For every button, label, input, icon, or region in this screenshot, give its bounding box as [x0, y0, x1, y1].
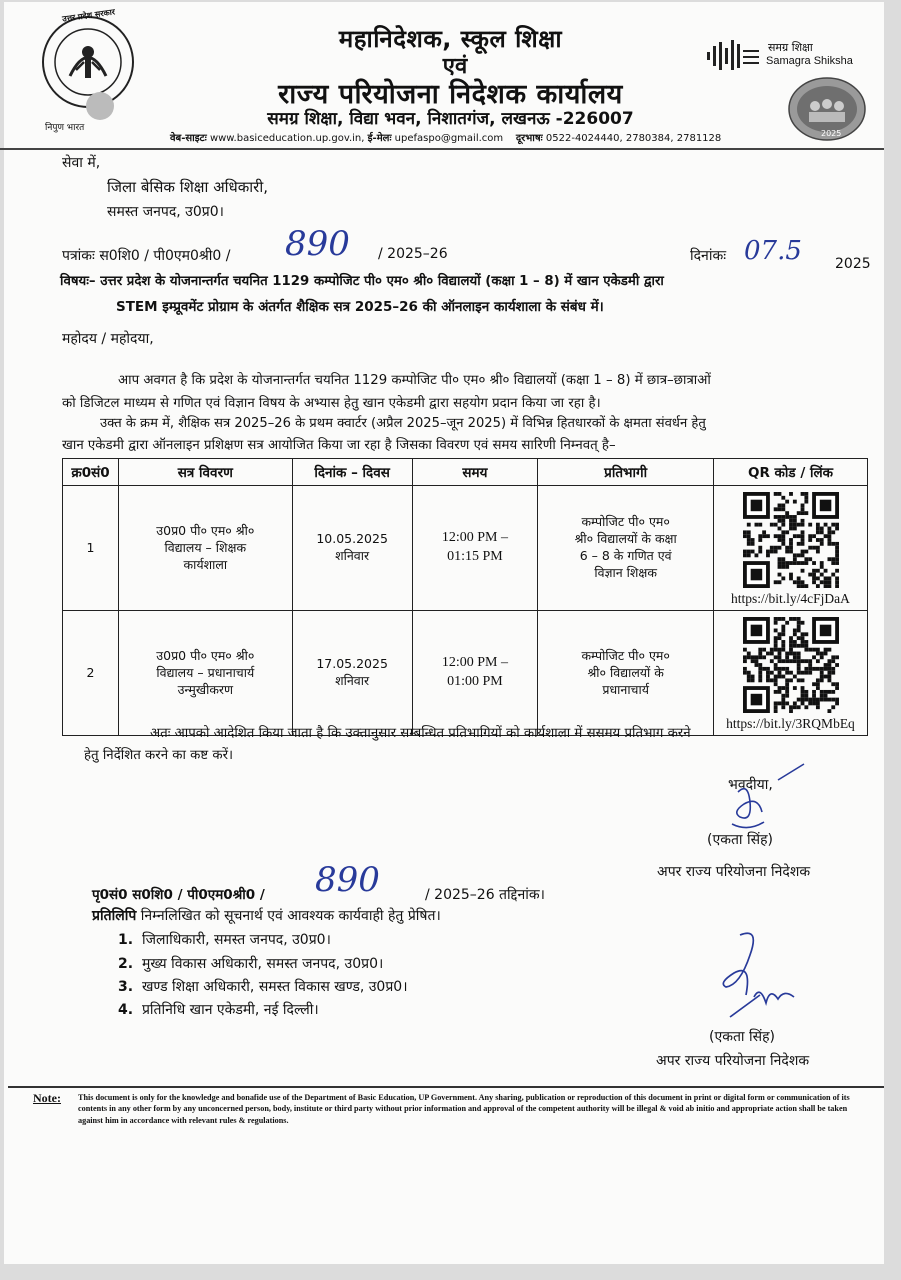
- schedule-table: [62, 458, 868, 736]
- copy-intro: [92, 906, 441, 925]
- list-num: 1.: [118, 932, 134, 948]
- participant-line: 6 – 8 के गणित एवं: [579, 548, 672, 564]
- participant-line: कम्पोजिट पी० एम०: [581, 648, 670, 664]
- closing-phrase: भवदीया,: [728, 777, 773, 793]
- session-line: उन्मुखीकरण: [177, 681, 234, 697]
- cell-date-day: [292, 611, 412, 736]
- list-text: जिलाधिकारी, समस्त जनपद, उ0प्र0।: [141, 932, 331, 948]
- copy-intro-text: निम्नलिखित को सूचनार्थ एवं आवश्यक कार्यवाही हेतु प्रेषित।: [140, 908, 441, 924]
- table-header-row: [63, 459, 868, 486]
- list-num: 2.: [118, 956, 134, 972]
- signatory-name: (एकता सिंह): [707, 832, 773, 848]
- samagra-english-label: Samagra Shiksha: [766, 55, 853, 67]
- ref-year: / 2025–26: [378, 246, 448, 262]
- session-line: उ0प्र0 पी० एम० श्री०: [156, 522, 255, 538]
- participant-line: कम्पोजिट पी० एम०: [581, 514, 670, 530]
- signature-handwritten: [700, 925, 810, 1035]
- salutation-to: सेवा में,: [62, 155, 101, 171]
- cell-session: [118, 486, 292, 611]
- para1-line2: को डिजिटल माध्यम से गणित एवं विज्ञान विषय के अभ्यास हेतु खान एकेडमी द्वारा सहयोग प्रदान किया जा रहा है।: [62, 396, 601, 411]
- signatory-name: (एकता सिंह): [709, 1029, 775, 1045]
- website-label: वेब-साइटः: [170, 133, 207, 144]
- table-row: [63, 486, 868, 611]
- emblem-arc-text: उत्तर प्रदेश सरकार: [61, 7, 116, 24]
- session-date: 17.05.2025: [316, 656, 388, 672]
- participant-line: श्री० विद्यालयों के कक्षा: [574, 531, 677, 547]
- header-title-line3: राज्य परियोजना निदेशक कार्यालय: [278, 79, 623, 110]
- list-num: 3.: [118, 979, 134, 995]
- cell-time: [412, 611, 538, 736]
- session-link[interactable]: https://bit.ly/3RQMbEq: [726, 716, 855, 732]
- subject-line2: STEM इम्प्रूवमेंट प्रोग्राम के अंतर्गत शैक्षिक सत्र 2025–26 की ऑनलाइन कार्यशाला के संबंध में।: [116, 299, 604, 315]
- copy-ref-suffix: / 2025–26 तद्दिनांक।: [425, 887, 545, 903]
- para3-line2: हेतु निर्देशित करने का कष्ट करें।: [84, 748, 234, 763]
- participant-line: श्री० विद्यालयों के: [587, 664, 664, 680]
- date-year: 2025: [835, 256, 871, 272]
- header-session: सत्र विवरण: [118, 459, 292, 486]
- signatory-designation: अपर राज्य परियोजना निदेशक: [657, 864, 811, 880]
- header-qr-link: QR कोड / लिंक: [714, 459, 868, 486]
- session-line: विद्यालय – शिक्षक: [164, 539, 247, 555]
- qr-code-icon[interactable]: [743, 617, 839, 713]
- header-sno: क्र0सं0: [63, 459, 119, 486]
- header-address: समग्र शिक्षा, विद्या भवन, निशातगंज, लखनऊ -226007: [267, 109, 634, 129]
- date-label: दिनांकः: [690, 248, 727, 264]
- cell-participants: [538, 486, 714, 611]
- subject-line1: [60, 271, 664, 289]
- header-participants: प्रतिभागी: [538, 459, 714, 486]
- time-start: 12:00 PM –: [441, 530, 508, 546]
- subject-text1: उत्तर प्रदेश के योजनान्तर्गत चयनित 1129 कम्पोजिट पी० एम० श्री० विद्यालयों (कक्षा 1 – 8) में खान एकेडमी द्वारा: [100, 274, 664, 289]
- phone-numbers: 0522-4024440, 2780384, 2781128: [545, 133, 722, 144]
- subject-label: विषयः–: [60, 274, 96, 289]
- copy-intro-bold: प्रतिलिपि: [92, 908, 137, 924]
- list-item: [118, 954, 383, 973]
- para1-line1: आप अवगत है कि प्रदेश के योजनान्तर्गत चयनित 1129 कम्पोजिट पी० एम० श्री० विद्यालयों (कक्षा 1 – 8) में छात्र–छात्राओं: [118, 373, 711, 388]
- participant-line: प्रधानाचार्य: [602, 681, 649, 697]
- copy-ref-number-handwritten: 890: [315, 860, 380, 900]
- para2-line1: उक्त के क्रम में, शैक्षिक सत्र 2025–26 के प्रथम क्वार्टर (अप्रैल 2025–जून 2025) में विभिन्न हितधारकों के क्षमता संवर्धन हेतु: [100, 416, 706, 431]
- signatory-designation: अपर राज्य परियोजना निदेशक: [656, 1053, 810, 1069]
- cell-sno: 1: [63, 486, 119, 611]
- list-text: मुख्य विकास अधिकारी, समस्त जनपद, उ0प्र0।: [141, 956, 384, 972]
- para3-line1: अतः आपको आदेशित किया जाता है कि उक्तानुसार सम्बन्धित प्रतिभागियों को कार्यशाला में ससमय प्रतिभाग करने: [150, 726, 691, 741]
- nipun-bharat-label: निपुण भारत: [45, 123, 85, 133]
- header-date-day: दिनांक – दिवस: [292, 459, 412, 486]
- footer-rule: [8, 1086, 884, 1088]
- header-title-line2: एवं: [442, 54, 468, 79]
- note-text: This document is only for the knowledge and bonafide use of the Department of Basic Education, UP Government. Any sharing, publication or reproduction of this document in print or digital form or communication of its contents in any other form by any unconcerned person, body, institute or third party without prior information and approval of the competent authority will be illegal & void ab initio and appropriate action shall be taken against him in accordance with relevant rules & regulations.: [78, 1093, 850, 1125]
- header-contact-line: [170, 130, 721, 144]
- date-handwritten: 07.5: [744, 236, 802, 266]
- cell-time: [412, 486, 538, 611]
- header-title-line1: महानिदेशक, स्कूल शिक्षा: [338, 25, 563, 53]
- session-line: उ0प्र0 पी० एम० श्री०: [156, 648, 255, 664]
- list-item: [118, 977, 408, 996]
- recipient-line1: जिला बेसिक शिक्षा अधिकारी,: [107, 178, 268, 196]
- recipient-line2: समस्त जनपद, उ0प्र0।: [107, 204, 224, 220]
- cell-participants: [538, 611, 714, 736]
- email-label: ई-मेलः: [367, 133, 392, 144]
- note-label: Note:: [33, 1091, 61, 1105]
- cell-sno: 2: [63, 611, 119, 736]
- session-link[interactable]: https://bit.ly/4cFjDaA: [731, 591, 850, 606]
- para2-line2: खान एकेडमी द्वारा ऑनलाइन प्रशिक्षण सत्र आयोजित किया जा रहा है जिसका विवरण एवं समय सारिणी निम्नवत् है–: [62, 438, 616, 453]
- time-end: 01:00 PM: [447, 674, 503, 690]
- time-end: 01:15 PM: [447, 549, 503, 565]
- session-line: विद्यालय – प्रधानाचार्य: [156, 664, 255, 680]
- samagra-shiksha-logo-icon: [705, 38, 763, 74]
- list-item: [118, 1000, 319, 1019]
- table-row: [63, 611, 868, 736]
- session-day: शनिवार: [335, 548, 370, 564]
- ref-label: पत्रांकः स0शि0 / पी0एम0श्री0 /: [62, 248, 231, 264]
- qr-code-icon[interactable]: [743, 492, 839, 588]
- list-text: प्रतिनिधि खान एकेडमी, नई दिल्ली।: [141, 1002, 319, 1018]
- header-rule: [0, 148, 884, 150]
- copy-ref-label: पृ0सं0 स0शि0 / पी0एम0श्री0 /: [92, 887, 265, 903]
- cell-session: [118, 611, 292, 736]
- list-text: खण्ड शिक्षा अधिकारी, समस्त विकास खण्ड, उ0प्र0।: [141, 979, 408, 995]
- participant-line: विज्ञान शिक्षक: [594, 564, 657, 580]
- cell-qr-link: [714, 611, 868, 736]
- session-day: शनिवार: [335, 673, 370, 689]
- website-link[interactable]: www.basiceducation.up.gov.in,: [209, 133, 365, 144]
- samagra-hindi-label: समग्र शिक्षा: [768, 41, 813, 54]
- ref-number-handwritten: 890: [285, 224, 350, 264]
- sticker-year: 2025: [821, 129, 842, 138]
- header-time: समय: [412, 459, 538, 486]
- list-num: 4.: [118, 1002, 134, 1018]
- cell-date-day: [292, 486, 412, 611]
- cell-qr-link: [714, 486, 868, 611]
- phone-label: दूरभाषः: [515, 133, 543, 144]
- session-date: 10.05.2025: [316, 531, 388, 547]
- list-item: [118, 930, 331, 949]
- greeting: महोदय / महोदया,: [62, 331, 154, 347]
- session-line: कार्यशाला: [183, 556, 228, 572]
- time-start: 12:00 PM –: [441, 655, 508, 671]
- email-link[interactable]: upefaspo@gmail.com: [394, 133, 504, 144]
